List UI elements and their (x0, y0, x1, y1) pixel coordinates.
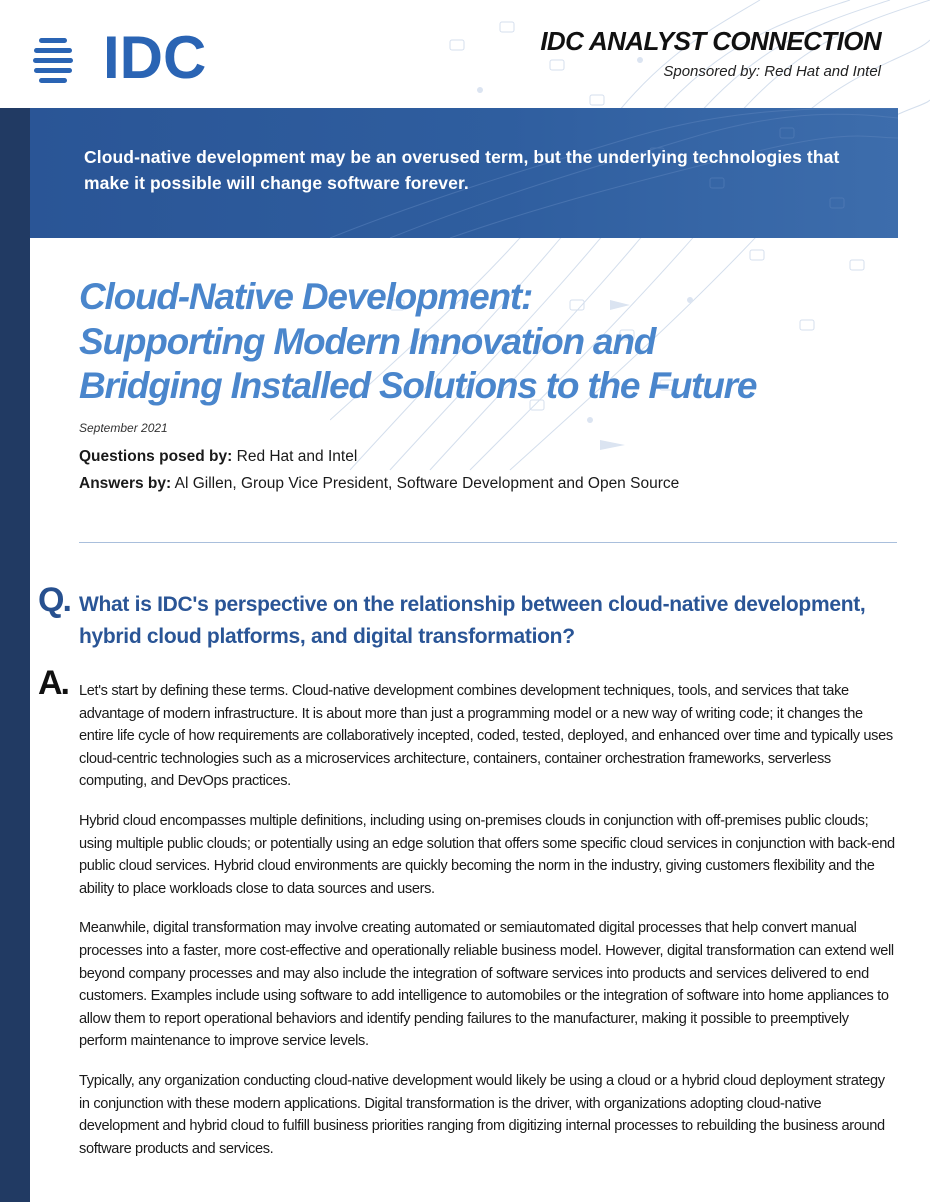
questions-posed-value: Red Hat and Intel (236, 448, 358, 465)
answer-marker: A. (38, 664, 68, 702)
questions-posed-label: Questions posed by: (79, 448, 233, 465)
answer-body (79, 680, 897, 1177)
logo-wordmark: IDC (103, 24, 207, 91)
publication-date: September 2021 (79, 421, 168, 435)
logo-stripes-icon (33, 38, 73, 84)
answers-by-line (79, 475, 679, 493)
answer-paragraph: Let's start by defining these terms. Cloud-native development combines development techniques, tools, and services that take advantage of modern infrastructure. It is about more than just a programming model or a new way of writing code; it changes the entire life cycle of how requirements are collaboratively incepted, coded, tested, deployed, and enhanced over time and typically uses cloud-centric technologies such as a microservices architecture, containers, container orchestration frameworks, serverless computing, and DevOps practices. (79, 683, 893, 790)
question-text: What is IDC's perspective on the relationship between cloud-native development, hybrid cloud platforms, and digital transformation? (79, 593, 866, 648)
questions-posed-line (79, 448, 357, 466)
answer-paragraph: Typically, any organization conducting cloud-native development would likely be using a cloud or a hybrid cloud deployment strategy in conjunction with these modern applications. Digital transformation is the driver, with organizations adopting cloud-native development and hybrid cloud to fulfill business priorities ranging from digitizing internal processes to rebuilding the business around software products and services. (79, 1072, 885, 1157)
report-type-heading: IDC ANALYST CONNECTION (540, 26, 881, 56)
question-marker: Q. (38, 581, 70, 619)
left-sidebar-bar (0, 108, 30, 1202)
idc-logo (33, 24, 207, 91)
title-line: Supporting Modern Innovation and (79, 320, 656, 362)
document-title (79, 275, 879, 409)
sponsor-line: Sponsored by: Red Hat and Intel (663, 63, 881, 80)
answers-by-value: Al Gillen, Group Vice President, Software Development and Open Source (174, 475, 680, 492)
answer-paragraph: Hybrid cloud encompasses multiple definitions, including using on-premises clouds in conjunction with off-premises public clouds; using multiple public clouds; or potentially using an edge solution that offers some specific cloud services in conjunction with back-end public cloud services. Hybrid cloud environments are quickly becoming the norm in the industry, giving customers flexibility and the ability to place workloads close to data sources and users. (79, 812, 895, 897)
title-line: Bridging Installed Solutions to the Future (79, 365, 757, 406)
answer-paragraph: Meanwhile, digital transformation may involve creating automated or semiautomated digital processes that help convert manual processes into a faster, more cost-effective and operationally reliable business model. However, digital transformation can extend well beyond company processes and may also include the integration of software services into products and services delivered to end customers. Examples include using software to add intelligence to automobiles or the integration of software into home appliances to allow them to report operational behaviors and identify pending failures to the manufacturer, making it possible to preemptively perform maintenance to improve service levels. (79, 920, 894, 1050)
answers-by-label: Answers by: (79, 475, 172, 492)
banner-text: Cloud-native development may be an overused term, but the underlying technologies that make it possible will change software forever. (84, 147, 840, 193)
section-divider (79, 542, 897, 543)
title-line: Cloud-Native Development: (79, 276, 533, 317)
summary-banner (30, 108, 898, 238)
